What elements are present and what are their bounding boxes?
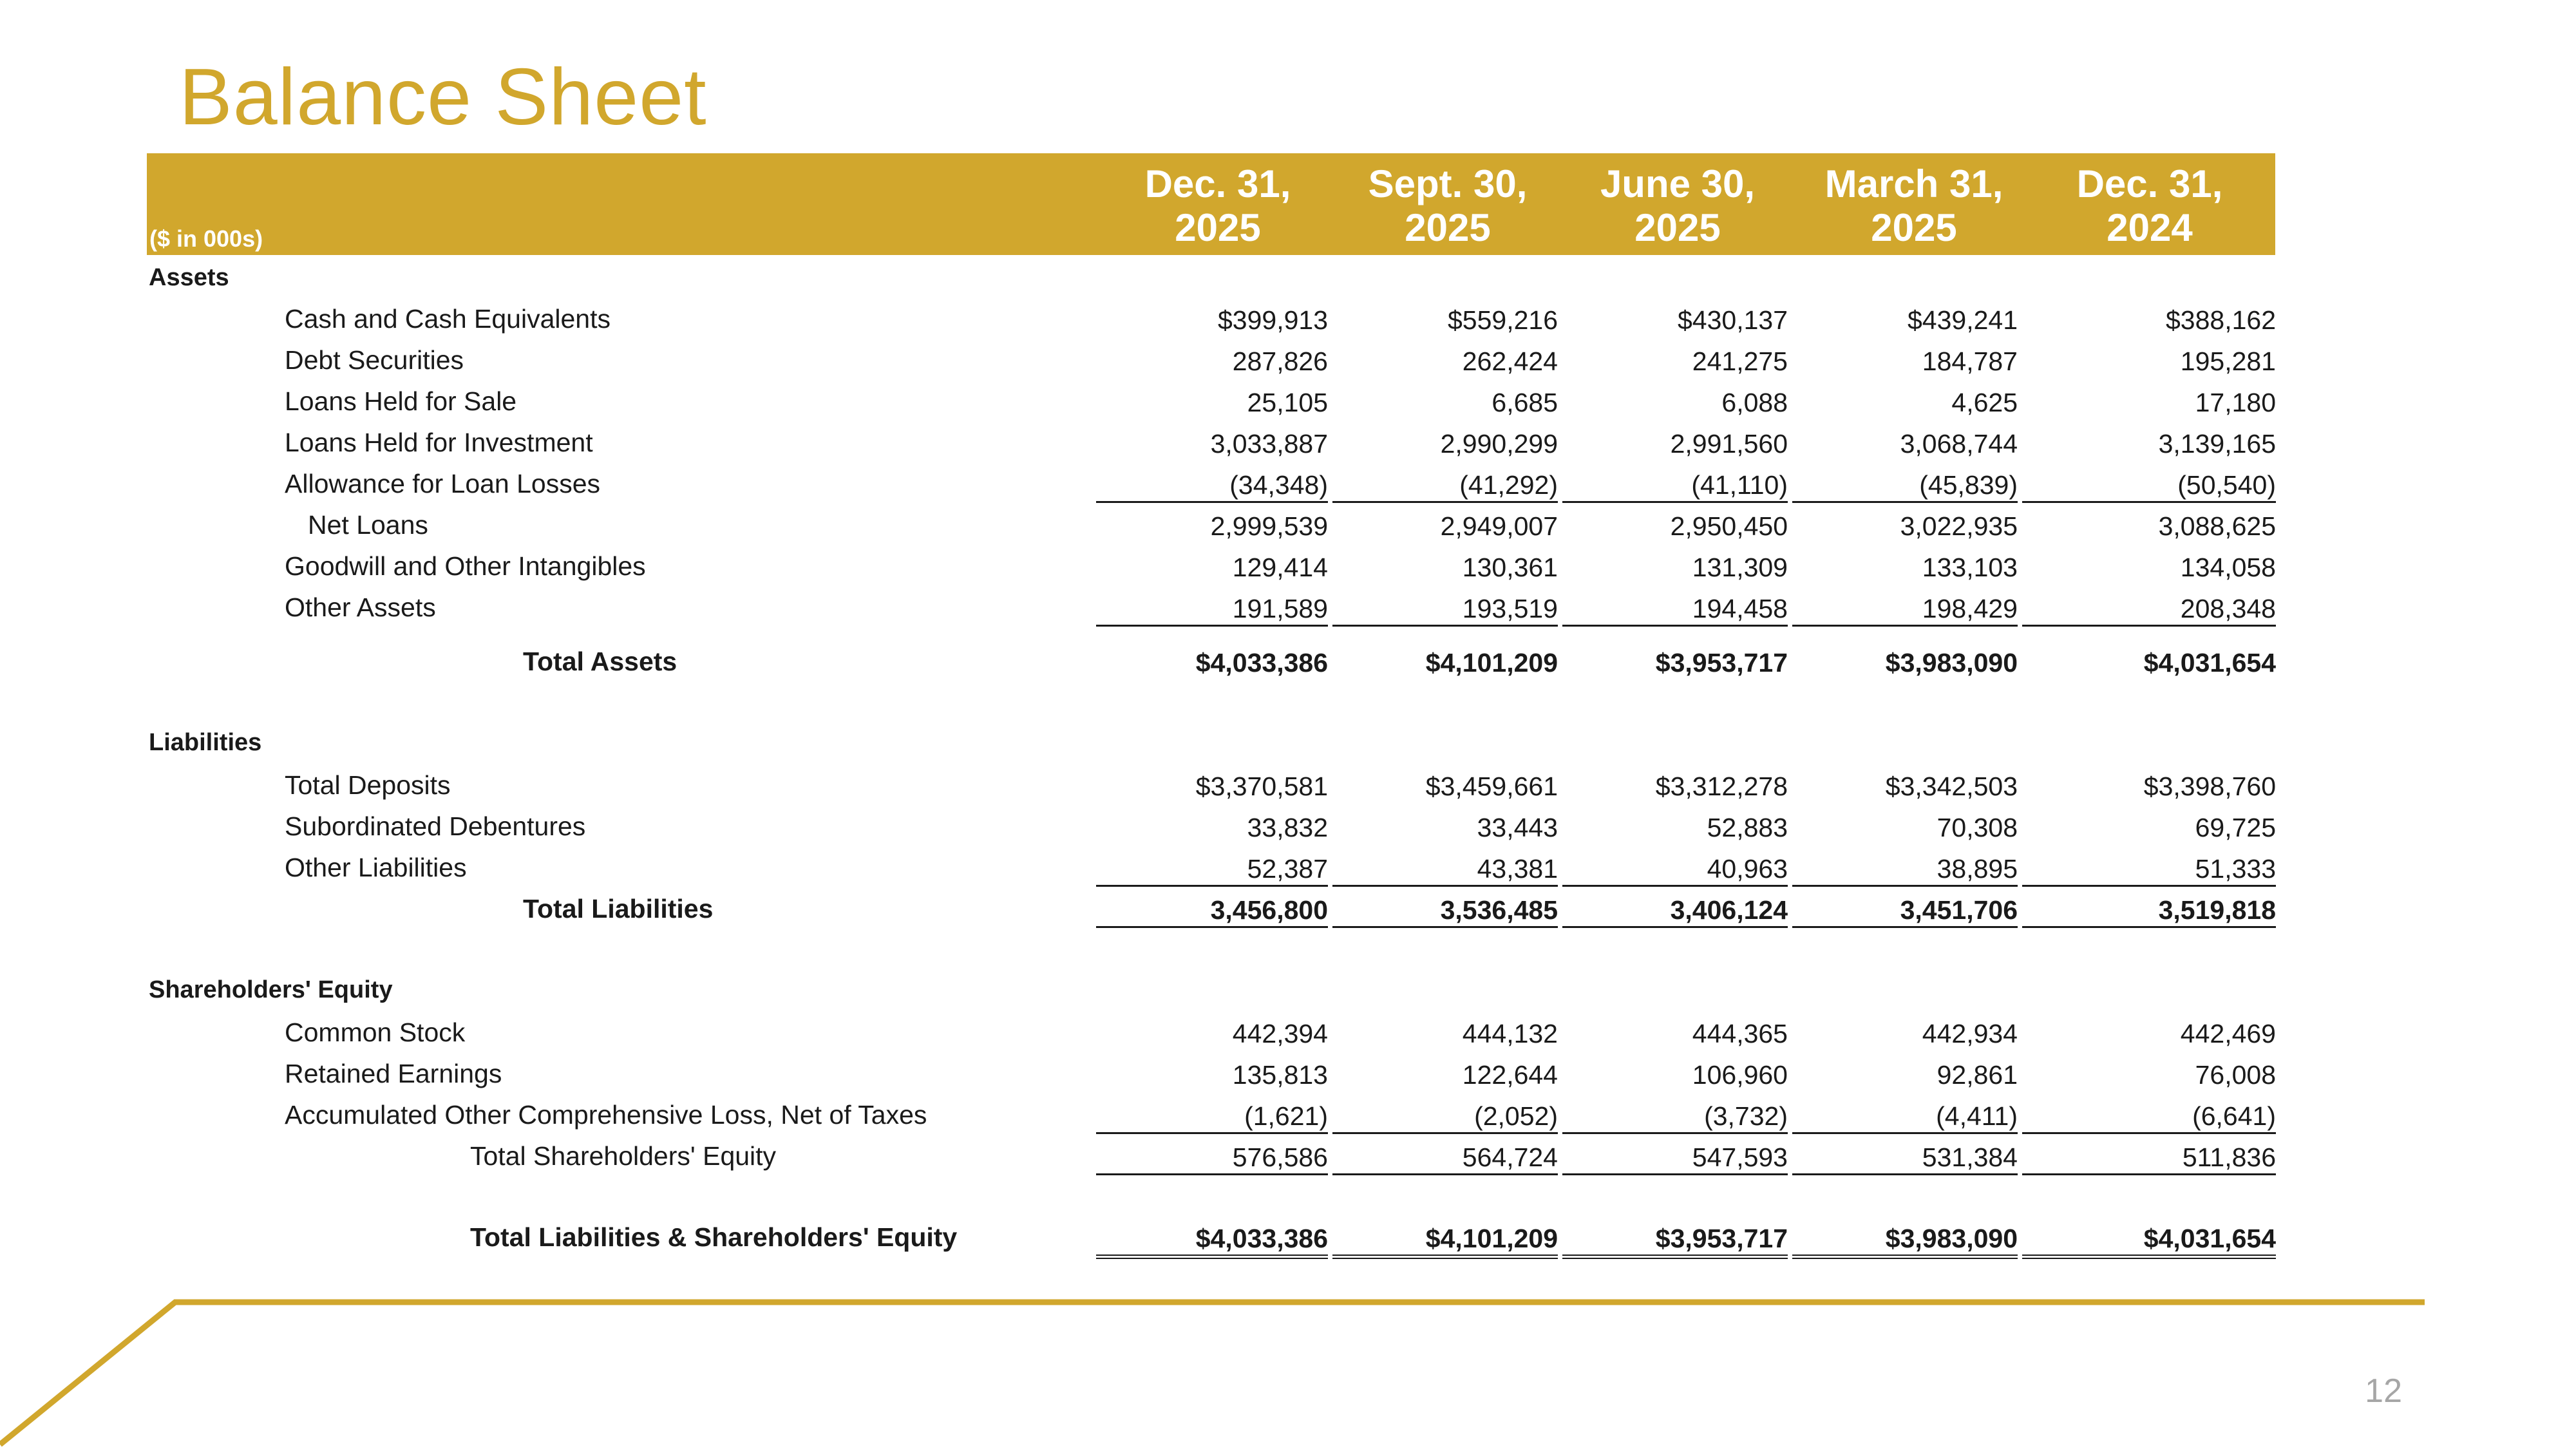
- value-cell: 442,394: [1232, 1019, 1328, 1048]
- value-cell: $3,370,581: [1195, 772, 1328, 801]
- value-cell: 6,685: [1492, 388, 1558, 417]
- value-cell: 564,724: [1332, 1141, 1558, 1175]
- value-cell: 92,861: [1937, 1060, 2018, 1090]
- value-cell: $3,342,503: [1885, 772, 2018, 801]
- row-label: Total Liabilities & Shareholders' Equity: [470, 1222, 958, 1252]
- value-cell: 262,424: [1462, 346, 1558, 376]
- value-cell: $3,953,717: [1562, 1222, 1788, 1259]
- value-cell: $559,216: [1447, 305, 1558, 335]
- value-cell: 106,960: [1692, 1060, 1788, 1090]
- value-cell: 17,180: [2195, 388, 2276, 417]
- value-cell: 511,836: [2022, 1141, 2276, 1175]
- value-cell: $4,033,386: [1195, 648, 1328, 677]
- value-cell: 184,787: [1922, 346, 2018, 376]
- row-label: Total Deposits: [285, 770, 451, 800]
- value-cell: 38,895: [1792, 853, 2018, 887]
- value-cell: 3,068,744: [1900, 429, 2018, 459]
- value-cell: 3,139,165: [2158, 429, 2276, 459]
- column-header-dec-2025: Dec. 31, 2025: [1144, 162, 1291, 249]
- value-cell: 208,348: [2022, 592, 2276, 627]
- value-cell: 52,883: [1707, 813, 1788, 842]
- value-cell: 43,381: [1332, 853, 1558, 887]
- value-cell: 2,991,560: [1670, 429, 1788, 459]
- value-cell: 198,429: [1792, 592, 2018, 627]
- value-cell: 122,644: [1462, 1060, 1558, 1090]
- value-cell: $3,983,090: [1885, 648, 2018, 677]
- column-header-june-2025: June 30, 2025: [1600, 162, 1756, 249]
- value-cell: 444,132: [1462, 1019, 1558, 1048]
- row-label: Total Assets: [523, 647, 677, 676]
- section-label: Assets: [149, 264, 229, 291]
- row-label: Net Loans: [308, 510, 428, 540]
- value-cell: 129,414: [1232, 553, 1328, 582]
- value-cell: $4,101,209: [1425, 648, 1558, 677]
- units-label: ($ in 000s): [149, 225, 263, 252]
- value-cell: (41,292): [1332, 469, 1558, 503]
- value-cell: 2,999,539: [1210, 511, 1328, 541]
- value-cell: 2,949,007: [1440, 511, 1558, 541]
- row-label: Retained Earnings: [285, 1059, 502, 1088]
- value-cell: (4,411): [1792, 1100, 2018, 1134]
- value-cell: (34,348): [1096, 469, 1328, 503]
- value-cell: 69,725: [2195, 813, 2276, 842]
- section-label: Shareholders' Equity: [149, 976, 393, 1003]
- value-cell: 33,443: [1477, 813, 1558, 842]
- value-cell: (45,839): [1792, 469, 2018, 503]
- value-cell: 194,458: [1562, 592, 1788, 627]
- value-cell: (1,621): [1096, 1100, 1328, 1134]
- value-cell: 193,519: [1332, 592, 1558, 627]
- value-cell: 130,361: [1462, 553, 1558, 582]
- value-cell: 3,022,935: [1900, 511, 2018, 541]
- value-cell: $388,162: [2165, 305, 2276, 335]
- value-cell: 134,058: [2180, 553, 2276, 582]
- row-label: Total Shareholders' Equity: [470, 1141, 777, 1171]
- value-cell: (41,110): [1562, 469, 1788, 503]
- row-label: Goodwill and Other Intangibles: [285, 551, 646, 581]
- value-cell: 444,365: [1692, 1019, 1788, 1048]
- value-cell: $399,913: [1217, 305, 1328, 335]
- value-cell: $3,398,760: [2143, 772, 2276, 801]
- column-header-march-2025: March 31, 2025: [1824, 162, 2003, 249]
- value-cell: 3,456,800: [1096, 894, 1328, 928]
- value-cell: 51,333: [2022, 853, 2276, 887]
- value-cell: 3,451,706: [1792, 894, 2018, 928]
- row-label: Other Assets: [285, 592, 436, 622]
- row-label: Other Liabilities: [285, 853, 467, 882]
- row-label: Cash and Cash Equivalents: [285, 304, 611, 334]
- value-cell: 133,103: [1922, 553, 2018, 582]
- value-cell: $3,983,090: [1792, 1222, 2018, 1259]
- row-label: Allowance for Loan Losses: [285, 469, 601, 498]
- value-cell: $3,312,278: [1655, 772, 1788, 801]
- value-cell: $439,241: [1907, 305, 2018, 335]
- value-cell: 195,281: [2180, 346, 2276, 376]
- value-cell: (6,641): [2022, 1100, 2276, 1134]
- value-cell: (50,540): [2022, 469, 2276, 503]
- value-cell: 76,008: [2195, 1060, 2276, 1090]
- value-cell: 531,384: [1792, 1141, 2018, 1175]
- value-cell: $3,459,661: [1425, 772, 1558, 801]
- value-cell: 241,275: [1692, 346, 1788, 376]
- value-cell: 33,832: [1247, 813, 1328, 842]
- value-cell: 4,625: [1951, 388, 2018, 417]
- value-cell: $4,101,209: [1332, 1222, 1558, 1259]
- value-cell: 40,963: [1562, 853, 1788, 887]
- section-label: Liabilities: [149, 729, 262, 756]
- value-cell: 2,990,299: [1440, 429, 1558, 459]
- row-label: Loans Held for Investment: [285, 428, 593, 457]
- value-cell: 131,309: [1692, 553, 1788, 582]
- value-cell: 52,387: [1096, 853, 1328, 887]
- value-cell: 3,033,887: [1210, 429, 1328, 459]
- value-cell: 3,088,625: [2158, 511, 2276, 541]
- value-cell: 442,934: [1922, 1019, 2018, 1048]
- value-cell: 3,406,124: [1562, 894, 1788, 928]
- row-label: Common Stock: [285, 1018, 466, 1047]
- value-cell: $4,031,654: [2143, 648, 2276, 677]
- value-cell: 287,826: [1232, 346, 1328, 376]
- row-label: Total Liabilities: [523, 894, 714, 923]
- value-cell: (3,732): [1562, 1100, 1788, 1134]
- value-cell: $430,137: [1677, 305, 1788, 335]
- value-cell: 3,519,818: [2022, 894, 2276, 928]
- value-cell: 135,813: [1232, 1060, 1328, 1090]
- value-cell: $4,033,386: [1096, 1222, 1328, 1259]
- page-number: 12: [2365, 1372, 2402, 1410]
- value-cell: 2,950,450: [1670, 511, 1788, 541]
- page-title: Balance Sheet: [179, 53, 707, 142]
- value-cell: 547,593: [1562, 1141, 1788, 1175]
- row-label: Loans Held for Sale: [285, 386, 517, 416]
- value-cell: 70,308: [1937, 813, 2018, 842]
- row-label: Subordinated Debentures: [285, 811, 586, 841]
- value-cell: 442,469: [2180, 1019, 2276, 1048]
- column-header-sept-2025: Sept. 30, 2025: [1368, 162, 1528, 249]
- value-cell: 6,088: [1721, 388, 1788, 417]
- value-cell: 191,589: [1096, 592, 1328, 627]
- value-cell: $3,953,717: [1655, 648, 1788, 677]
- column-header-dec-2024: Dec. 31, 2024: [2076, 162, 2223, 249]
- value-cell: 576,586: [1096, 1141, 1328, 1175]
- value-cell: 3,536,485: [1332, 894, 1558, 928]
- row-label: Debt Securities: [285, 345, 464, 375]
- value-cell: $4,031,654: [2022, 1222, 2276, 1259]
- row-label: Accumulated Other Comprehensive Loss, Net of Taxes: [285, 1100, 927, 1130]
- value-cell: 25,105: [1247, 388, 1328, 417]
- value-cell: (2,052): [1332, 1100, 1558, 1134]
